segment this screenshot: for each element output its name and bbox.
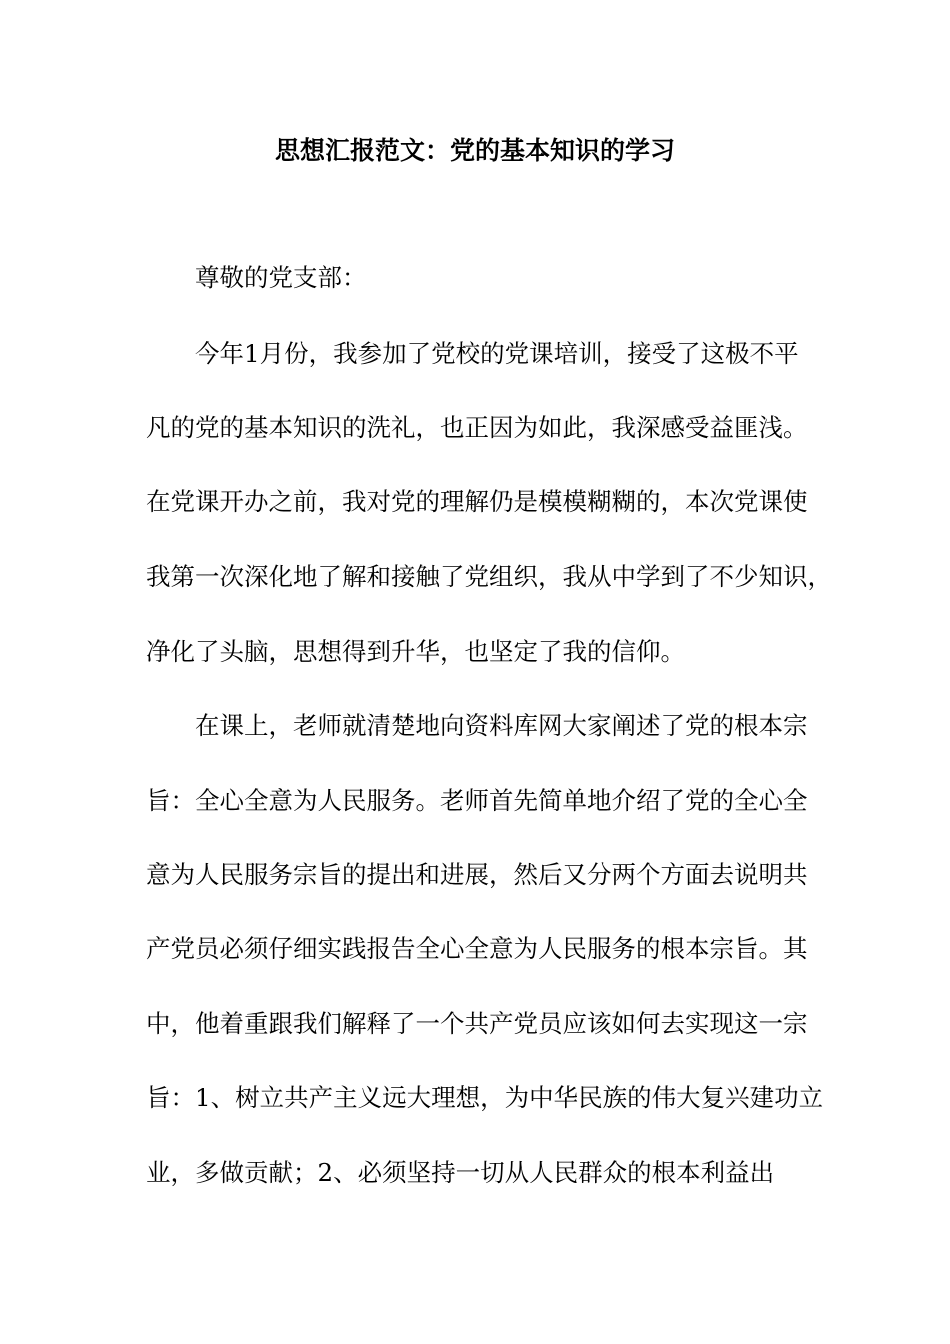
paragraph-line: 在课上，老师就清楚地向资料库网大家阐述了党的根本宗 (195, 711, 808, 740)
paragraph-line: 产党员必须仔细实践报告全心全意为人民服务的根本宗旨。其 (146, 934, 808, 963)
salutation: 尊敬的党支部： (195, 263, 367, 292)
paragraph-line: 净化了头脑，思想得到升华，也坚定了我的信仰。 (146, 637, 685, 666)
paragraph-line: 意为人民服务宗旨的提出和进展，然后又分两个方面去说明共 (146, 860, 808, 889)
paragraph-line: 我第一次深化地了解和接触了党组织，我从中学到了不少知识， (146, 562, 832, 591)
paragraph-line: 旨：1、树立共产主义远大理想，为中华民族的伟大复兴建功立 (146, 1083, 824, 1112)
paragraph-line: 业，多做贡献；2、必须坚持一切从人民群众的根本利益出 (146, 1158, 775, 1187)
paragraph-line: 旨：全心全意为人民服务。老师首先简单地介绍了党的全心全 (146, 786, 808, 815)
paragraph-line: 凡的党的基本知识的洗礼，也正因为如此，我深感受益匪浅。 (146, 413, 808, 442)
document-title: 思想汇报范文：党的基本知识的学习 (274, 136, 675, 165)
paragraph-line: 在党课开办之前，我对党的理解仍是模模糊糊的，本次党课使 (146, 487, 808, 516)
paragraph-line: 中，他着重跟我们解释了一个共产党员应该如何去实现这一宗 (146, 1009, 808, 1038)
paragraph-line: 今年1月份，我参加了党校的党课培训，接受了这极不平 (195, 339, 799, 368)
